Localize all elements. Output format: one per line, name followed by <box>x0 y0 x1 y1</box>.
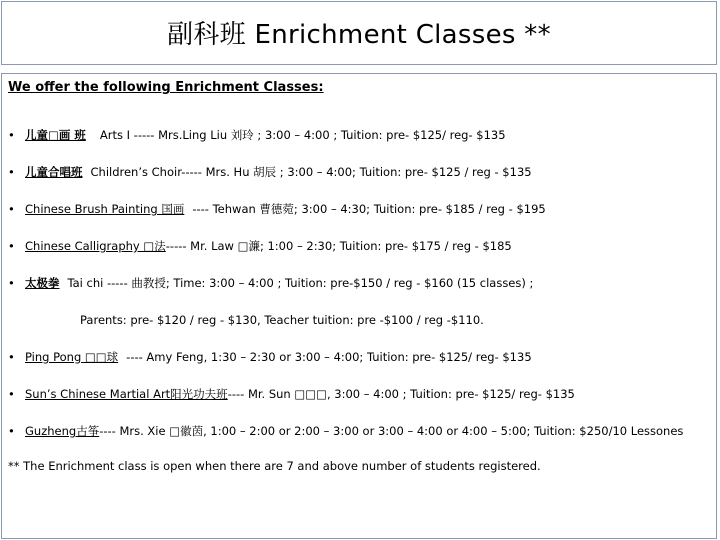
page-title: 副科班 Enrichment Classes ** <box>167 20 551 50</box>
class-details: ---- Mr. Sun □□□, 3:00 – 4:00 ; Tuition: pre- $125/ reg- $135 <box>227 387 575 401</box>
bullet: • <box>8 239 15 253</box>
class-details: Children’s Choir----- Mrs. Hu 胡辰 ; 3:00 – 4:00; Tuition: pre- $125 / reg - $135 <box>90 165 532 179</box>
class-name: Ping Pong □□球 <box>25 350 119 364</box>
class-details: ----- Mr. Law □濂; 1:00 – 2:30; Tuition: pre- $175 / reg - $185 <box>165 239 512 253</box>
class-details: ---- Amy Feng, 1:30 – 2:30 or 3:00 – 4:00; Tuition: pre- $125/ reg- $135 <box>126 350 532 364</box>
bullet: • <box>8 165 15 179</box>
class-details: Tai chi ----- 曲教授; Time: 3:00 – 4:00 ; Tuition: pre-$150 / reg - $160 (15 classes) ; <box>67 276 534 290</box>
list-item-brush-painting <box>8 201 546 217</box>
title-box <box>1 1 717 65</box>
parents-tuition-line: Parents: pre- $120 / reg - $130, Teacher tuition: pre -$100 / reg -$110. <box>80 313 484 327</box>
bullet: • <box>8 387 15 401</box>
bullet: • <box>8 202 15 216</box>
class-name: 太极拳 <box>25 276 60 290</box>
bullet: • <box>8 350 15 364</box>
list-item-ping-pong <box>8 349 532 365</box>
class-details: Arts I ----- Mrs.Ling Liu 刘玲 ; 3:00 – 4:00 ; Tuition: pre- $125/ reg- $135 <box>99 128 506 142</box>
intro-heading: We offer the following Enrichment Classes: <box>8 80 324 95</box>
bullet: • <box>8 424 15 438</box>
list-item-guzheng <box>8 423 683 439</box>
class-name: 儿童合唱班 <box>25 165 83 179</box>
bullet: • <box>8 276 15 290</box>
list-item-calligraphy <box>8 238 512 254</box>
class-name: 儿童□画 班 <box>25 128 86 142</box>
class-name: Sun’s Chinese Martial Art阳光功夫班 <box>25 387 228 401</box>
footnote: ** The Enrichment class is open when there are 7 and above number of students registered. <box>8 459 541 473</box>
list-item-arts <box>8 127 506 143</box>
class-details: ---- Tehwan 曹德菀; 3:00 – 4:30; Tuition: pre- $185 / reg - $195 <box>192 202 546 216</box>
bullet: • <box>8 128 15 142</box>
list-item-tai-chi <box>8 275 533 291</box>
list-item-choir <box>8 164 532 180</box>
class-name: Chinese Brush Painting 国画 <box>25 202 185 216</box>
class-details: ---- Mrs. Xie □徽茵, 1:00 – 2:00 or 2:00 – 3:00 or 3:00 – 4:00 or 4:00 – 5:00; Tuition: $250/10 Lessones <box>99 424 684 438</box>
class-name: Guzheng古筝 <box>25 424 100 438</box>
class-name: Chinese Calligraphy □法 <box>25 239 166 253</box>
list-item-martial-art <box>8 386 575 402</box>
